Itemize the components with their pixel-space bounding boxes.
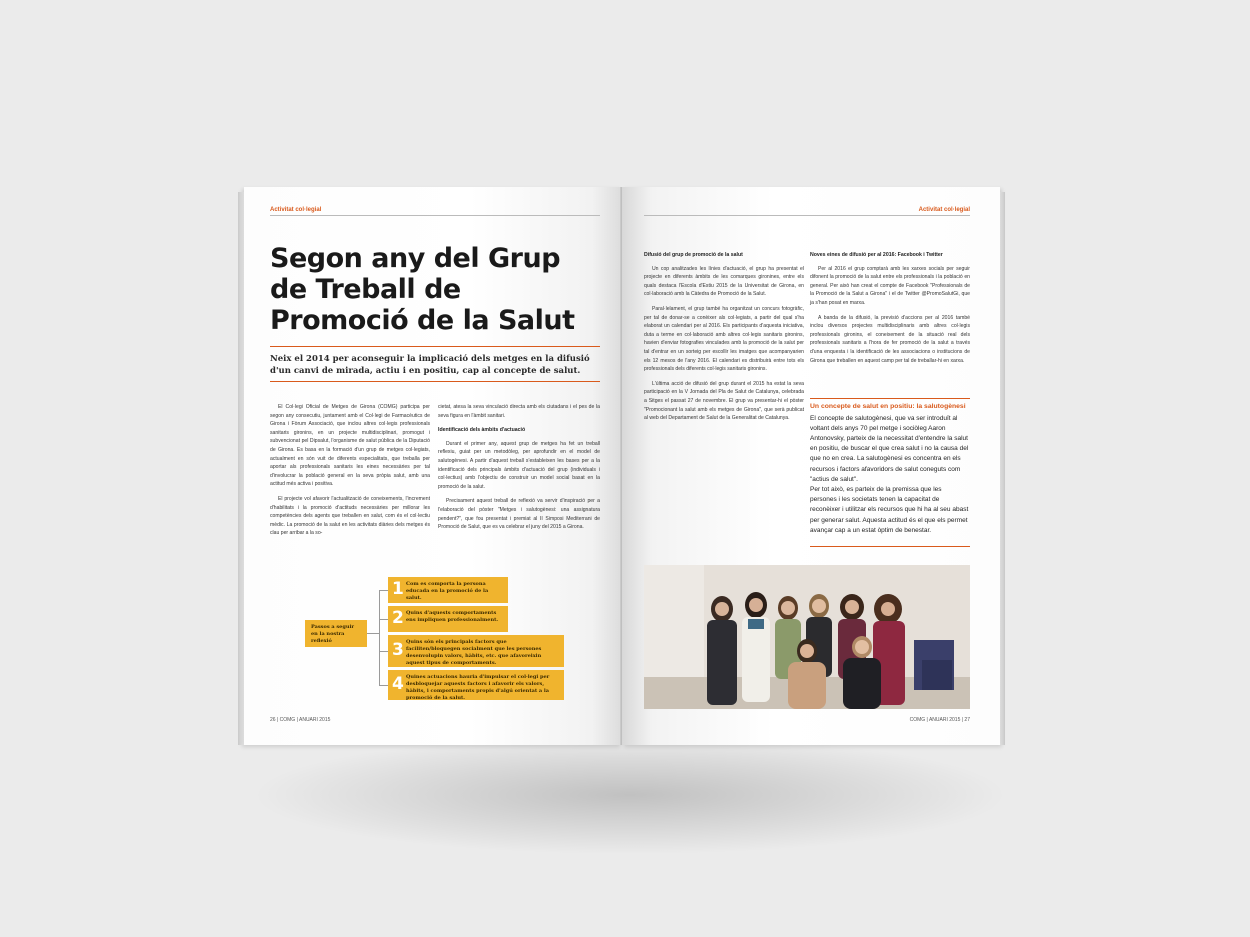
diagram-main-box: Passos a seguir en la nostra reflexió bbox=[305, 620, 367, 647]
article-title: Segon any del Grup de Treball de Promoció de la Salut bbox=[270, 243, 575, 336]
paragraph: Per al 2016 el grup comptarà amb les xarxes socials per seguir difonent la promoció de la salut entre els professionals i la població en general. Per això han creat el compte de Facebook "Professionals de la Promoció de la Salut a Girona" i el de Twitter @PromoSalutGi, que ja s'han posat en marxa. bbox=[810, 265, 970, 306]
subheading: Identificació dels àmbits d'actuació bbox=[438, 427, 526, 434]
diagram-connector bbox=[379, 590, 388, 591]
paragraph: El projecte vol afavorir l'actualització de coneixements, l'increment d'habilitats i la promoció d'actituds necessàries per millorar les competències dels agents que treballen en salut, com és el col·lectiu mèdic. La promoció de la salut en les activitats diàries dels metges és clau per arribar a la so- bbox=[270, 495, 430, 537]
lead-bottom-rule bbox=[270, 381, 600, 382]
left-page bbox=[244, 187, 622, 745]
top-rule bbox=[270, 215, 600, 216]
paragraph: Precisament aquest treball de reflexió va servir d'inspiració per a l'elaboració del pòster "Metges i salutogènesi: una assignatura pendent?", que fou presentat i premiat al II Simposi Mediterrani de Promoció de Salut, que es va celebrar el juny del 2015 a Girona. bbox=[438, 498, 600, 531]
paragraph: cietat, atesa la seva vinculació directa amb els ciutadans i el pes de la seva figura en l'àmbit sanitari. bbox=[438, 404, 600, 419]
article-lead: Neix el 2014 per aconseguir la implicació dels metges en la difusió d'un canvi de mirada, actiu i en positiu, cap al concepte de salut. bbox=[270, 354, 590, 376]
step-text: Quines actuacions hauria d'impulsar el col·legi per desbloquejar aquests factors i afavorir els valors, hàbits, i comportaments propis d'algú orientat a la promoció de la salut. bbox=[406, 674, 550, 701]
diagram-connector bbox=[367, 633, 379, 634]
step-number: 1 bbox=[392, 579, 404, 599]
paragraph: Durant el primer any, aquest grup de metges ha fet un treball reflexiu, guiat per un metodòleg, per aprofundir en el model de salutogènesi. A partir d'aquest treball s'estableixen les bases per a la identificació dels principals àmbits d'actuació del grup (individuals i col·lectius) amb l'objectiu de construir un model social basat en la promoció de la salut. bbox=[438, 440, 600, 490]
box-top-rule bbox=[810, 398, 970, 399]
diagram-connector bbox=[379, 651, 388, 652]
right-column-1 bbox=[644, 251, 804, 429]
subheading: Noves eines de difusió per al 2016: Facebook i Twitter bbox=[810, 252, 943, 258]
diagram-step-1 bbox=[388, 577, 508, 603]
diagram-connector bbox=[379, 619, 388, 620]
box-text: El concepte de salutogènesi, que va ser introduït al voltant dels anys 70 pel metge i sociòleg Aaron Antonovsky, parteix de la necessitat d'entendre la salut en positiu, de buscar el que crea salut i no la causa del que no en crea. La salutogènesi es concentra en els recursos i factors afavoridors de salut coneguts com "actius de salut". bbox=[810, 414, 969, 483]
diagram-connector bbox=[379, 590, 380, 686]
step-text: Quins són els principals factors que faciliten/bloquegen socialment que les persones desenvolupin valors, hàbits, etc. que afavoreixin aquest tipus de comportaments. bbox=[406, 639, 542, 666]
right-column-2 bbox=[810, 251, 970, 371]
diagram-step-2 bbox=[388, 606, 508, 632]
paragraph: Paral·lelament, el grup també ha organitzat un concurs fotogràfic, per tal de donar-se a conèixer als col·legiats, a partir del qual s'ha elaborat un calendari per al 2016. Els participants d'aquesta iniciativa, duta a terme en col·laboració amb altres col·legis sanitaris gironins, havien d'enviar fotografies vinculades amb la promoció de la salut per tal d'entrar en un sorteig per escollir les imatges que acompanyarien els 12 mesos de l'any 2016. El calendari es distribuirà entre tots els professionals dels diferents col·legis sanitaris gironins. bbox=[644, 305, 804, 373]
left-column-1 bbox=[270, 403, 430, 544]
paragraph: L'última acció de difusió del grup durant el 2015 ha estat la seva participació en la V Jornada del Pla de Salut de Catalunya, celebrada a Sitges el passat 27 de novembre. El grup va presentar-hi el pòster "Promocionant la salut amb els metges de Girona", que serà publicat al web del Departament de Salut de la Generalitat de Catalunya. bbox=[644, 380, 804, 422]
paragraph: El Col·legi Oficial de Metges de Girona (COMG) participa per segon any consecutiu, juntament amb el Col·legi de Farmacèutics de Girona i Fòrum Associació, que inclou altres col·legis professionals sanitaris gironins, en un projecte multidisciplinari, promogut i subvencionat pel Dipsalut, l'organisme de salut pública de la Diputació de Girona. Es basa en la formació d'un grup de metges col·legiats, actualment en són vuit de diferents especialitats, que treballa per aportar als professionals sanitaris les eines necessàries per tal d'involucrar la població general en la seva pròpia salut, amb una actitud més activa i positiva. bbox=[270, 404, 430, 488]
box-text: Per tot això, es parteix de la premissa que les persones i les societats tenen la capacitat de reconèixer i utilitzar els recursos que hi ha al seu abast per generar salut. Aquesta actitud és el que els permet avançar cap a un estat òptim de benestar. bbox=[810, 486, 969, 534]
lead-top-rule bbox=[270, 346, 600, 347]
paragraph: A banda de la difusió, la previsió d'accions per al 2016 també inclou diversos projectes multidisciplinaris amb altres col·legis professionals gironins, el coneixement de la situació real dels professionals sanitaris a l'hora de fer promoció de la salut a través d'una enquesta i la identificació de les associacions o institucions de Girona que treballen en aquest camp per tal de treballar-hi en xarxa. bbox=[810, 314, 970, 364]
step-text: Com es comporta la persona educada en la promoció de la salut. bbox=[406, 581, 489, 601]
subheading: Difusió del grup de promoció de la salut bbox=[644, 252, 743, 258]
top-rule bbox=[644, 215, 970, 216]
step-text: Quins d'aquests comportaments ens impliquen professionalment. bbox=[406, 610, 499, 623]
box-heading: Un concepte de salut en positiu: la salutogènesi bbox=[810, 403, 966, 410]
left-column-2 bbox=[438, 403, 600, 538]
right-page-edge bbox=[1000, 192, 1005, 745]
page-footer: COMG | ANUARI 2015 | 27 bbox=[909, 717, 970, 723]
section-label: Activitat col·legial bbox=[270, 207, 322, 213]
paragraph: Un cop analitzades les línies d'actuació, el grup ha presentat el projecte en diferents àmbits de les comarques gironines, entre els quals destaca l'Escola d'Estiu 2015 de la Universitat de Girona, en col·laboració amb la Càtedra de Promoció de la Salut. bbox=[644, 265, 804, 298]
group-photo-illustration bbox=[644, 565, 970, 709]
diagram-step-3 bbox=[388, 635, 564, 667]
group-photo bbox=[644, 565, 970, 709]
magazine-shadow bbox=[250, 735, 1010, 855]
section-label: Activitat col·legial bbox=[918, 207, 970, 213]
step-number: 3 bbox=[392, 640, 404, 660]
salutogenesi-box bbox=[810, 403, 970, 536]
step-number: 4 bbox=[392, 674, 404, 694]
diagram-connector bbox=[379, 685, 388, 686]
page-footer: 26 | COMG | ANUARI 2015 bbox=[270, 717, 331, 723]
right-page bbox=[622, 187, 1000, 745]
step-number: 2 bbox=[392, 608, 404, 628]
diagram-step-4 bbox=[388, 670, 564, 700]
box-bottom-rule bbox=[810, 546, 970, 547]
